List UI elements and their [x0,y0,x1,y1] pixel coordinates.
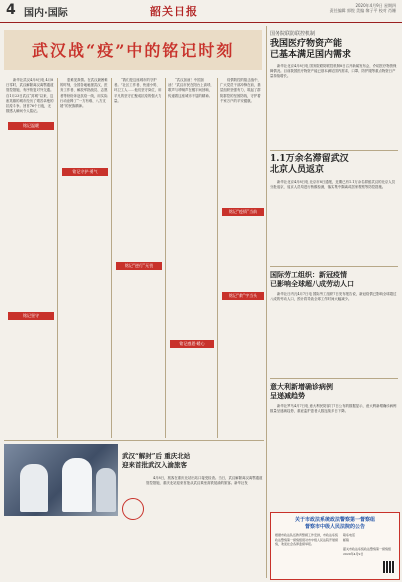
right-headline-4: 意大利新增确诊病例 呈递减趋势 [270,382,333,400]
subhead-7: 铭记“救”字当头 [222,292,264,300]
right-body-1: 新华社北京4月8日电 国务院联防联控机制8日召开新闻发布会，介绍医疗物资保障情况。目前我国医疗物资产能已基本满足国内需求，口罩、防护服等重点物资日产量持续增长。 [270,64,397,79]
right-kicker: 国务院联防联控机制 [270,31,316,37]
feature-column-3: “我们是这座城市的守护者。”社区工作者、快递小哥、环卫工人……他们坚守岗位，用平凡的坚守汇聚成抗疫的强大力量。 [114,78,162,103]
column-rule [165,78,166,438]
column-rule [57,78,58,438]
right-body-4: 新华社罗马4月7日电 意大利民防部门7日公布的数据显示，意大利新增确诊病例数量呈递减趋势，重症监护患者人数连续多日下降。 [270,404,397,414]
masthead-logo: 韶关日报 [150,5,198,18]
section-rule [270,378,398,379]
right-body-3: 新华社日内瓦4月7日电 国际劳工组织7日发布报告说，新冠疫情已影响全球超过八成的劳动人口，预计将导致全球工作时间大幅减少。 [270,292,397,302]
right-headline-2: 1.1万余名滞留武汉 北京人员返京 [270,154,349,175]
right-headline-1: 我国医疗物资产能 已基本满足国内需求 [270,39,352,60]
notice-box [270,512,400,580]
subhead-2: 铭记坚守 [8,312,54,320]
section-rule [270,266,398,267]
subhead-1: 铭记温暖 [8,122,54,130]
page-divider [266,26,267,578]
subhead-5: 铭记感恩·暖心 [170,340,214,348]
round-stamp [122,498,144,520]
notice-footer: 韶关市政法系统政法警察第一督察组 2020年4月9日 [343,547,392,556]
edition-meta [330,3,396,13]
subhead-6: 铭记“疫情”当前 [222,208,264,216]
photo-figure [62,458,92,512]
photo-headline: 武汉“解封”后 重庆北站 迎来首批武汉入渝旅客 [122,452,191,469]
section-rule [4,440,264,441]
notice-contact-label: 联系电话 [343,533,356,537]
feature-column-4: “武汉加油！中国加油！”武汉市民在阳台上高呼，歌声与呼喊声在楼宇间回响，传递着这座城市不屈的精神。 [168,78,214,98]
feature-title-band [4,30,262,70]
photo-caption: 4月8日，旅客在重庆北站出站口接受检查。当日，武汉解除离汉离鄂通道管控措施，重庆北站迎来首批从武汉乘坐高铁抵渝的旅客。新华社发 [146,476,263,486]
feature-column-1: 新华社武汉4月8日电 4月8日零时，武汉解除离汉离鄂通道管控措施，有序恢复对外交通。自1月23日武汉“封城”以来，这座英雄的城市经历了艰苦卓绝的抗疫斗争。回首76个日夜，无数感人瞬间令人铭记。 [6,78,54,114]
photo-figure [96,468,116,512]
page-number: 4 [6,2,16,18]
subhead-3: 铭记守护·勇气 [62,168,108,176]
section-name: 国内·国际 [24,8,68,19]
column-rule [217,78,218,438]
page-header [0,0,402,23]
feature-column-2: 患难见真情。在武汉最困难的时刻，全国各地驰援武汉，医务工作者、解放军指战员、志愿者等纷纷奔赴抗疫一线，用实际行动诠释了“一方有难、八方支援”的民族精神。 [60,78,108,109]
subhead-4: 铭记“逆行”无畏 [116,262,162,270]
column-rule [111,78,112,438]
news-photo [4,444,118,516]
right-body-2: 新华社北京4月8日电 北京市8日通报，近期已有1.1万余名滞留武汉的北京人员分批返京，返京人员均进行核酸检测，落实集中隔离或居家观察等防控措施。 [270,180,396,190]
notice-mail-label: 邮箱 [343,537,350,542]
edition-date: 2020年4月9日 星期四 [355,3,396,8]
notice-body: 根据市政法队伍教育整顿工作安排，市政法系统政法警察第一督察组现对市中级人民法院开展督察，欢迎社会各界监督举报。 [275,533,339,547]
right-headline-3: 国际劳工组织：新冠疫情 已影响全球超八成劳动人口 [270,270,354,288]
feature-title: 武汉战“疫”中的铭记时刻 [32,41,235,60]
section-rule [270,150,398,151]
feature-column-5: 疫情防控的阻击战中，广大党员干部冲锋在前，基层组织坚强有力，筑起了群防群控的坚固防线，守护着千家万户的平安健康。 [220,78,261,103]
photo-figure [20,464,48,512]
qr-code-icon [383,561,395,573]
notice-title: 关于市政法系统政法警察第一督察组 督察市中级人民法院的公告 [294,517,375,530]
edition-editors: 责任编辑 郭悦 美编 黎子平 校对 肖姗 [329,8,396,13]
notice-contact [343,533,383,542]
